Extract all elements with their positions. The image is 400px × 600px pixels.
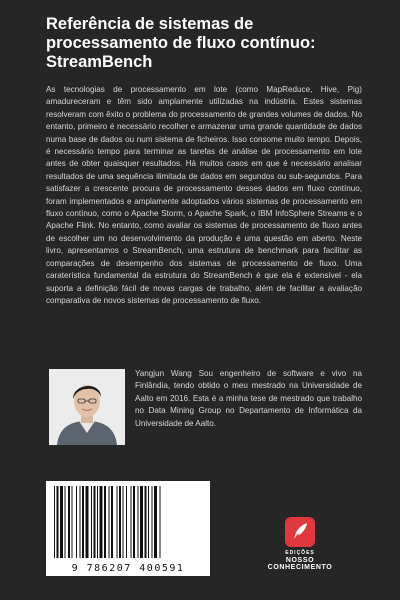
author-bio: Yangjun Wang Sou engenheiro de software e vivo na Finlândia, tendo obtido o meu mestrado na Universidade de Aalto em 2016. Esta é a minha tese de mestrado que trabalho no Data Mining Group no Departamento de Informática da Universidade de Aalto. (135, 369, 362, 428)
publisher-label-small: EDIÇÕES (285, 550, 315, 556)
author-photo (49, 369, 125, 445)
book-blurb: As tecnologias de processamento em lote (como MapReduce, Hive, Pig) amadureceram e têm sido amplamente utilizadas na indústria. Estes sistemas resolveram com êxito o problema do processamento de grandes volumes de dados. No entanto, primeiro é necessário recolher e armazenar uma grande quantidade de dados numa base de dados ou num sistema de ficheiros. Isso consome muito tempo. Depois, é necessário tempo para terminar as tarefas de análise de processamento em lote antes de obter quaisquer resultados. Há muitos casos em que é necessário analisar resultados de uma sequência ilimitada de dados em segundos ou sub-segundos. Para satisfazer a crescente procura de processamento desses dados em fluxo contínuo, foram implementados e amplamente adoptados vários sistemas de processamento em fluxo contínuo, como o Apache Storm, o Apache Spark, o IBM InfoSphere Streams e o Apache Flink. No entanto, como avaliar os sistemas de processamento de fluxo antes de escolher um no desenvolvimento da produção é uma questão em aberto. Neste livro, apresentamos o StreamBench, uma estrutura de benchmark para facilitar as comparações de desempenho dos sistemas de processamento de fluxo. Uma caraterística fundamental da estrutura do StreamBench é que ela é extensível - ela suporta a definição fácil de novas cargas de trabalho, além de facilitar a avaliação comparativa de novos sistemas de processamento de fluxo. (46, 85, 362, 305)
book-title: Referência de sistemas de processamento de fluxo contínuo: StreamBench (46, 15, 316, 71)
barcode-bars (52, 486, 204, 558)
isbn-barcode (46, 481, 210, 576)
quill-icon (285, 517, 315, 547)
barcode-digits: 9 786207 400591 (71, 563, 185, 574)
publisher-logo (258, 517, 342, 571)
publisher-name: NOSSO CONHECIMENTO (267, 557, 333, 571)
